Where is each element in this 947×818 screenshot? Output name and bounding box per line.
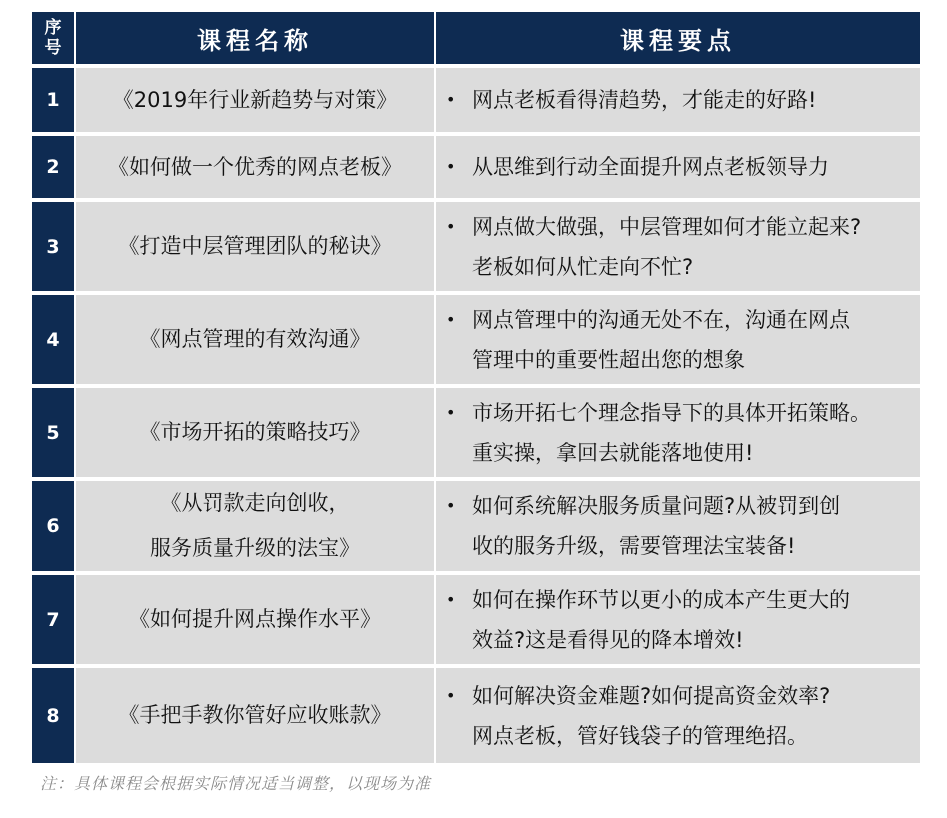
course-name-line: 《如何提升网点操作水平》 — [129, 607, 381, 631]
course-point-text — [472, 580, 914, 660]
course-point-line: 老板如何从忙走向不忙? — [472, 254, 694, 279]
course-point-text — [472, 80, 914, 120]
bullet-icon: • — [446, 589, 456, 609]
course-name — [74, 295, 434, 384]
footnote: 注：具体课程会根据实际情况适当调整，以现场为准 — [40, 774, 432, 793]
course-point — [434, 575, 920, 664]
course-point-item — [436, 203, 920, 291]
bullet-icon: • — [446, 309, 456, 329]
course-point — [434, 295, 920, 384]
course-point-line: 市场开拓七个理念指导下的具体开拓策略。 — [472, 400, 871, 425]
table-row — [32, 202, 920, 291]
table-header-row — [32, 12, 920, 64]
header-number-line-2: 号 — [44, 38, 62, 58]
table-row — [32, 668, 920, 763]
header-course-name: 课程名称 — [74, 12, 434, 64]
course-point — [434, 388, 920, 477]
course-point-line: 重实操，拿回去就能落地使用! — [472, 440, 754, 465]
course-point — [434, 68, 920, 132]
course-point-line: 网点管理中的沟通无处不在，沟通在网点 — [472, 307, 850, 332]
bullet-icon: • — [446, 157, 456, 176]
row-number: 6 — [32, 481, 74, 571]
bullet-icon: • — [446, 90, 456, 109]
course-point-line: 管理中的重要性超出您的想象 — [472, 347, 745, 372]
table-row — [32, 388, 920, 477]
course-point-item — [436, 576, 920, 664]
course-name — [74, 481, 434, 571]
bullet-icon: • — [446, 216, 456, 236]
course-point — [434, 481, 920, 571]
row-number: 4 — [32, 295, 74, 384]
bullet-icon: • — [446, 685, 456, 705]
course-name — [74, 575, 434, 664]
course-name — [74, 136, 434, 198]
course-point-item — [436, 389, 920, 477]
course-point-line: 如何解决资金难题?如何提高资金效率? — [472, 683, 831, 708]
course-name — [74, 68, 434, 132]
bullet-icon: • — [446, 402, 456, 422]
row-number: 1 — [32, 68, 74, 132]
course-point-line: 效益?这是看得见的降本增效! — [472, 627, 744, 652]
course-point-item — [436, 76, 920, 124]
course-name — [74, 668, 434, 763]
table-row — [32, 68, 920, 132]
course-point-item — [436, 296, 920, 384]
course-point — [434, 136, 920, 198]
row-number: 2 — [32, 136, 74, 198]
course-name-line: 《市场开拓的策略技巧》 — [139, 420, 371, 444]
table-row — [32, 136, 920, 198]
course-point-line: 如何系统解决服务质量问题?从被罚到创 — [472, 494, 841, 518]
course-name-line: 《网点管理的有效沟通》 — [139, 327, 371, 351]
course-point-line: 网点老板，管好钱袋子的管理绝招。 — [472, 723, 808, 748]
course-point-text — [472, 207, 914, 287]
course-point — [434, 202, 920, 291]
bullet-icon: • — [446, 496, 456, 515]
course-point-line: 如何在操作环节以更小的成本产生更大的 — [472, 587, 850, 612]
course-name-line: 《打造中层管理团队的秘诀》 — [118, 234, 392, 258]
course-point-line: 网点做大做强，中层管理如何才能立起来? — [472, 214, 862, 239]
course-rows — [32, 68, 920, 763]
course-point-text — [472, 393, 914, 473]
header-number-line-1: 序 — [44, 18, 62, 38]
course-point-line: 网点老板看得清趋势，才能走的好路! — [472, 88, 817, 112]
course-point-line: 收的服务升级，需要管理法宝装备! — [472, 534, 796, 558]
course-point-item — [436, 143, 920, 191]
course-point-text — [472, 300, 914, 380]
course-point — [434, 668, 920, 763]
course-name-line: 《手把手教你管好应收账款》 — [118, 703, 392, 727]
row-number: 7 — [32, 575, 74, 664]
table-row — [32, 295, 920, 384]
table-row — [32, 481, 920, 571]
header-course-points: 课程要点 — [434, 12, 920, 64]
row-number: 3 — [32, 202, 74, 291]
header-number — [32, 12, 74, 64]
course-name-line: 《如何做一个优秀的网点老板》 — [108, 154, 402, 179]
course-name-line: 《从罚款走向创收， — [160, 491, 350, 515]
row-number: 8 — [32, 668, 74, 763]
course-name — [74, 388, 434, 477]
course-name — [74, 202, 434, 291]
course-point-text — [472, 486, 914, 566]
course-name-line: 服务质量升级的法宝》 — [150, 536, 360, 560]
table-row — [32, 575, 920, 664]
course-name-line: 《2019年行业新趋势与对策》 — [112, 87, 398, 112]
course-point-text — [472, 147, 914, 187]
course-point-item — [436, 672, 920, 760]
course-point-text — [472, 676, 914, 756]
course-point-item — [436, 482, 920, 570]
course-point-line: 从思维到行动全面提升网点老板领导力 — [472, 155, 829, 179]
row-number: 5 — [32, 388, 74, 477]
course-table — [32, 8, 920, 767]
